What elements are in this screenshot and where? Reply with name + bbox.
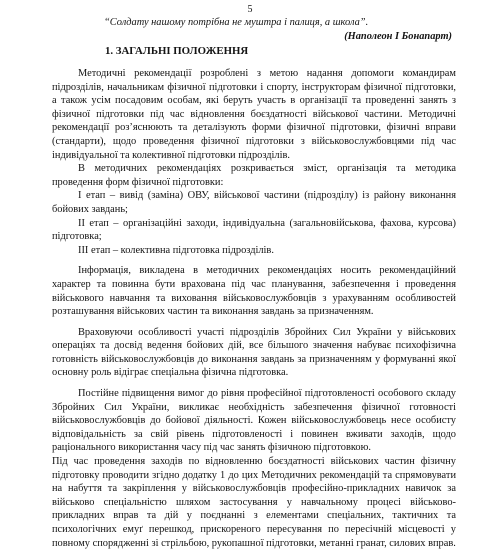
paragraph-content-intro: В методичних рекомендаціях розкривається зміст, організація та методика проведення форм фізичної підготовки:	[52, 163, 456, 188]
paragraph-purpose: Методичні рекомендації розроблені з метою надання допомоги командирам підрозділів, начальникам фізичної підготовки і спорту, інструкторам фізичної підготовки, а також усім посадовим особам, які беруть участь в організації та проведенні занять з фізичної підготовки під час відновлення боєздатності військової частини. Методичні рекомендації роз’яснюють та деталізують форми фізичної підготовки, фізичні вправи (стандарти), щодо проведення фізичної підготовки з військовослужбовцями під час індивідуальної та колективної підготовки підрозділів.	[52, 68, 456, 161]
section-heading: 1. ЗАГАЛЬНІ ПОЛОЖЕННЯ	[105, 45, 249, 57]
stage-1-item: І етап – вивід (заміна) ОВУ, військової частини (підрозділу) із району виконання бойових завдань;	[52, 190, 456, 215]
stage-2-item: ІІ етап – організаційні заходи, індивідуальна (загальновійськова, фахова, курсова) підготовка;	[52, 217, 456, 243]
epigraph-quote: “Солдату нашому потрібна не муштра і палиця, а школа”.	[104, 17, 369, 28]
paragraph-features: Враховуючи особливості участі підрозділів Збройних Сил України у військових операціях та досвід ведення бойових дій, все більшого значення набуває психофізична готовність військовослужбовців до виконання завдань за призначенням у формуванні якої основну роль відіграє спеціальна фізична підготовка.	[52, 326, 456, 379]
paragraph-information: Інформація, викладена в методичних рекомендаціях носить рекомендаційний характер та повинна бути врахована під час планування, забезпечення і проведення військового навчання та виховання військовослужбовців з урахуванням особливостей розташування військових частин та виконання завдань за призначенням.	[52, 265, 456, 318]
stage-3-item: ІІІ етап – колективна підготовка підрозділів.	[78, 244, 274, 256]
page-number: 5	[247, 4, 253, 15]
epigraph-author: (Наполеон І Бонапарт)	[344, 31, 452, 42]
body-text	[52, 67, 456, 550]
paragraph-recovery-measures: Під час проведення заходів по відновленню боєздатності військових частин фізичну підготовку проводити згідно додатку 1 до цих Методичних рекомендацій та спрямовувати на набуття та закріплення у військовослужбовців професійно-прикладних навичок за військово спеціальністю шляхом застосування у навчальному процесі військово-прикладних вправ та дій у поєднанні з елементами спеціальних, тактичних та психологічних емуґ перешкод, прискореного пересування по пересічній місцевості у повному спорядженні зі стрільбою, рукопашної підготовки, метанні гранат, силових вправ.	[52, 456, 456, 549]
paragraph-requirements: Постійне підвищення вимог до рівня професійної підготовленості особового складу Збройних Сил України, викликає необхідність забезпечення фізичної готовності військовослужбовців до бойової діяльності. Кожен військовослужбовець несе особисту відповідальність за свій рівень підготовленості і повинен вживати заходів, щодо раціонального використання часу під час занять фізичною підготовкою.	[52, 388, 456, 454]
